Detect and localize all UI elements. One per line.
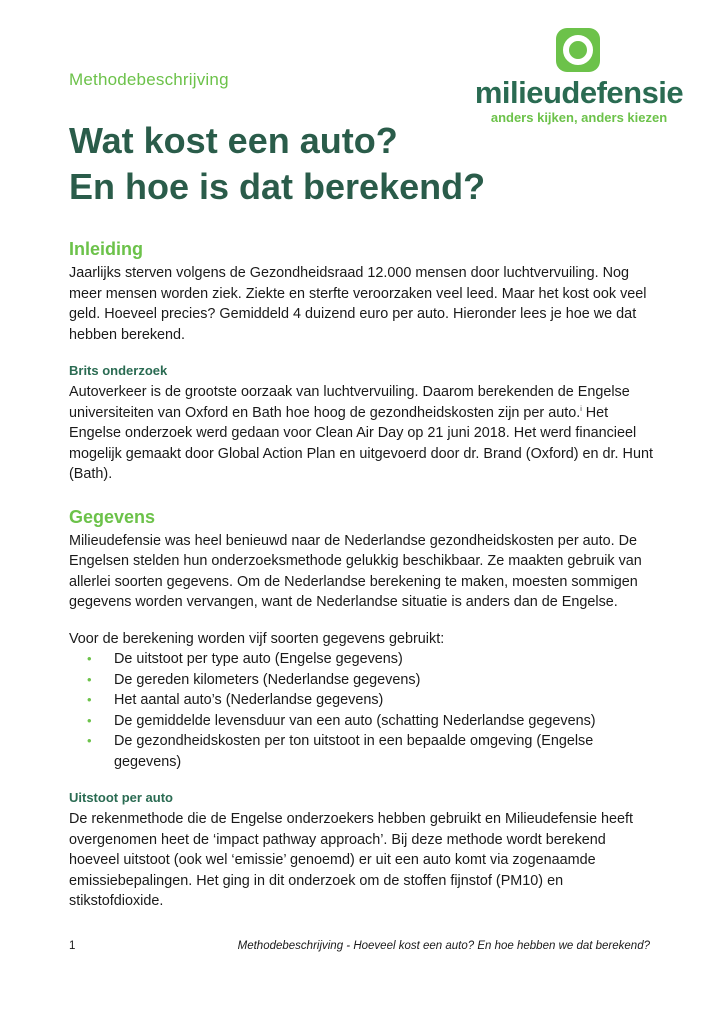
brits-text-part2: Het Engelse onderzoek werd gedaan voor Clean Air Day op 21 juni 2018. Het werd financieel mogelijk gemaakt door Global Action Plan en uitgevoerd door dr. Brand (Oxford) en dr. Hunt (Bath). — [69, 404, 653, 482]
brits-text-part1: Autoverkeer is de grootste oorzaak van luchtvervuiling. Daarom berekenden de Engelse universiteiten van Oxford en Bath hoe hoog de gezondheidskosten zijn per auto. — [69, 384, 630, 421]
title-line-1: Wat kost een auto? — [69, 120, 398, 161]
page-number: 1 — [69, 940, 76, 952]
list-item: • De uitstoot per type auto (Engelse gegevens) — [69, 649, 659, 670]
list-item: • De gezondheidskosten per ton uitstoot in een bepaalde omgeving (Engelse gegevens) — [69, 731, 659, 772]
list-item: • De gemiddelde levensduur van een auto (schatting Nederlandse gegevens) — [69, 711, 659, 732]
list-item: • De gereden kilometers (Nederlandse gegevens) — [69, 670, 659, 691]
heading-gegevens: Gegevens — [69, 506, 156, 527]
page-title — [69, 118, 689, 210]
logo-mark-icon — [554, 26, 602, 74]
document-body — [69, 237, 659, 912]
list-intro: Voor de berekening worden vijf soorten gegevens gebruikt: — [69, 630, 445, 647]
milieudefensie-logo — [466, 26, 692, 126]
paragraph-inleiding: Jaarlijks sterven volgens de Gezondheidsraad 12.000 mensen door luchtvervuiling. Nog meer mensen worden ziek. Ziekte en sterfte veroorzaken veel leed. Maar het kost ook veel geld. Hoeveel precies? Gemiddeld 4 duizend euro per auto. Hieronder lees je hoe we dat hebben berekend. — [69, 265, 647, 343]
data-types-list — [69, 649, 659, 772]
heading-uitstoot-per-auto: Uitstoot per auto — [69, 790, 173, 805]
logo-wordmark: milieudefensie — [474, 75, 684, 110]
paragraph-gegevens: Milieudefensie was heel benieuwd naar de Nederlandse gezondheidskosten per auto. De Engelsen stelden hun onderzoeksmethode gelukkig beschikbaar. Ze maakten gebruik van allerlei soorten gegevens. Om de Nederlandse berekening te maken, moesten sommigen gegevens worden vervangen, want de Nederlandse situatie is anders dan de Engelse. — [69, 532, 642, 610]
footnote-marker[interactable]: i — [580, 405, 582, 413]
logo-tagline: anders kijken, anders kiezen — [490, 110, 668, 125]
heading-brits-onderzoek: Brits onderzoek — [69, 363, 168, 378]
heading-inleiding: Inleiding — [69, 239, 143, 259]
paragraph-uitstoot: De rekenmethode die de Engelse onderzoekers hebben gebruikt en Milieudefensie heeft overgenomen heet de ‘impact pathway approach’. Bij deze methode wordt berekend hoeveel uitstoot (ook wel ‘emissie’ genoemd) er uit een auto komt via zogenaamde emissiebepalingen. Het ging in dit onderzoek om de stoffen fijnstof (PM10) en stikstofdioxide. — [69, 811, 634, 909]
document-type-label: Methodebeschrijving — [69, 70, 229, 89]
list-item: • Het aantal auto’s (Nederlandse gegevens) — [69, 690, 659, 711]
title-line-2: En hoe is dat berekend? — [69, 166, 486, 207]
footer-running-title: Methodebeschrijving - Hoeveel kost een auto? En hoe hebben we dat berekend? — [237, 940, 650, 952]
paragraph-brits-onderzoek — [69, 382, 659, 485]
